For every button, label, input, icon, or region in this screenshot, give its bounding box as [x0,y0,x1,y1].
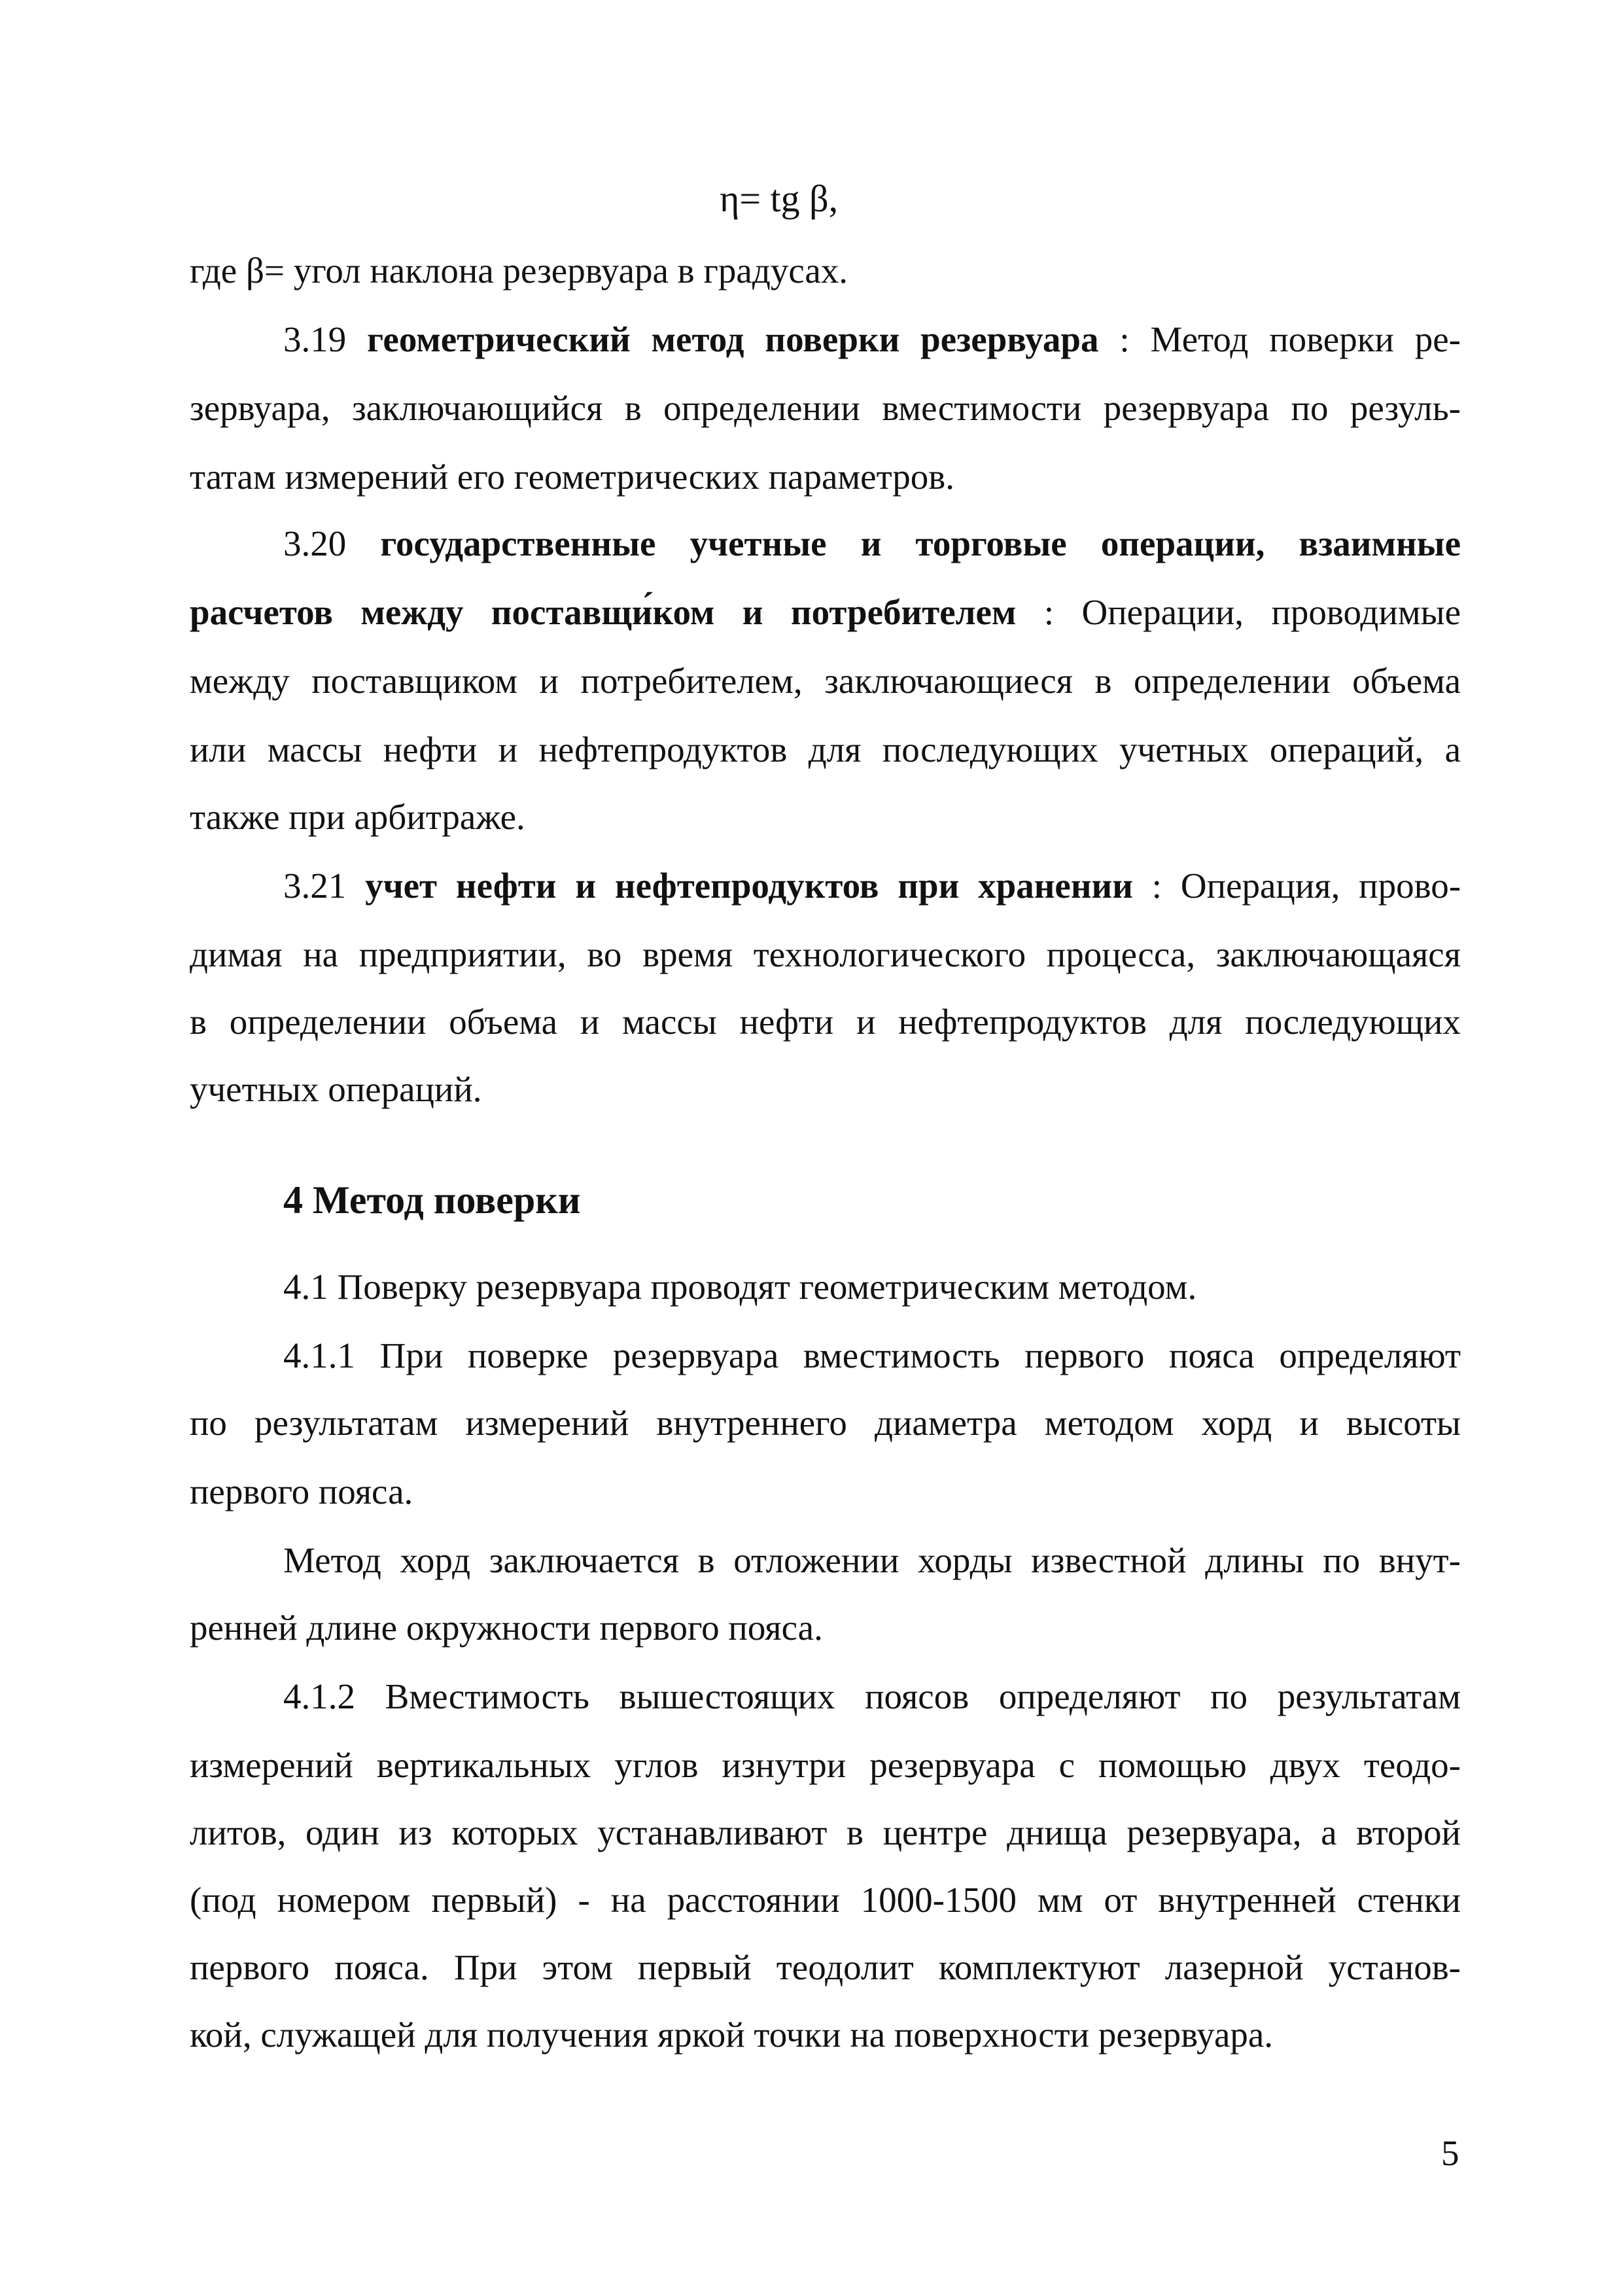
clause-3-19-line-2: зервуара, заключающийся в определении вместимости резервуара по резуль- [190,388,1461,428]
clause-number: 3.19 [283,319,368,359]
clause-3-20-line-3: между поставщиком и потребителем, заключающиеся в определении объема [190,661,1461,701]
clause-term: государственные учетные и торговые операции, взаимные [380,523,1461,563]
clause-4-1-2-line-3: литов, один из которых устанавливают в центре днища резервуара, а второй [190,1812,1461,1852]
clause-3-21-line-2: димая на предприятии, во время технологического процесса, заключающаяся [190,934,1461,974]
chord-method-line-2: ренней длине окружности первого пояса. [190,1608,823,1648]
clause-term: геометрический метод поверки резервуара [367,319,1099,359]
clause-text: : Операции, проводимые [1016,592,1461,632]
section-heading: 4 Метод поверки [283,1178,581,1222]
clause-term: учет нефти и нефтепродуктов при хранении [365,866,1133,906]
clause-3-20-line-4: или массы нефти и нефтепродуктов для последующих учетных операций, а [190,730,1461,769]
clause-term: расчетов между поставщи́ком и потребителем [190,592,1017,632]
clause-4-1-2-line-5: первого пояса. При этом первый теодолит комплектуют лазерной установ- [190,1947,1461,1987]
clause-number: 3.21 [283,866,366,906]
clause-3-20-line-5: также при арбитраже. [190,797,525,837]
chord-method-line-1: Метод хорд заключается в отложении хорды известной длины по внут- [283,1540,1461,1580]
clause-3-21-line-1 [283,862,1461,910]
clause-4-1-1-line-1: 4.1.1 При поверке резервуара вместимость первого пояса определяют [283,1335,1461,1375]
page-number: 5 [1441,2133,1459,2173]
formula-explanation: где β= угол наклона резервуара в градусах. [190,251,848,291]
clause-4-1-2-line-6: кой, служащей для получения яркой точки на поверхности резервуара. [190,2015,1274,2055]
clause-4-1-2-line-1: 4.1.2 Вместимость вышестоящих поясов определяют по результатам [283,1676,1461,1716]
formula-eta: η= tg β, [720,177,839,220]
clause-3-19-line-3: татам измерений его геометрических параметров. [190,457,954,497]
clause-number: 3.20 [283,523,381,563]
clause-4-1-1-line-3: первого пояса. [190,1472,413,1511]
clause-3-21-line-3: в определении объема и массы нефти и нефтепродуктов для последующих [190,1002,1461,1042]
clause-text: : Метод поверки ре- [1098,319,1461,359]
clause-3-20-line-1 [283,520,1461,567]
clause-4-1-1-line-2: по результатам измерений внутреннего диаметра методом хорд и высоты [190,1403,1461,1443]
clause-3-19-line-1 [283,316,1461,363]
clause-4-1-2-line-2: измерений вертикальных углов изнутри резервуара с помощью двух теодо- [190,1745,1461,1785]
clause-text: : Операция, прово- [1132,866,1461,906]
clause-4-1-2-line-4: (под номером первый) - на расстоянии 1000-1500 мм от внутренней стенки [190,1880,1461,1920]
clause-4-1: 4.1 Поверку резервуара проводят геометрическим методом. [283,1267,1197,1307]
clause-3-20-line-2 [190,589,1461,636]
clause-3-21-line-4: учетных операций. [190,1069,482,1109]
